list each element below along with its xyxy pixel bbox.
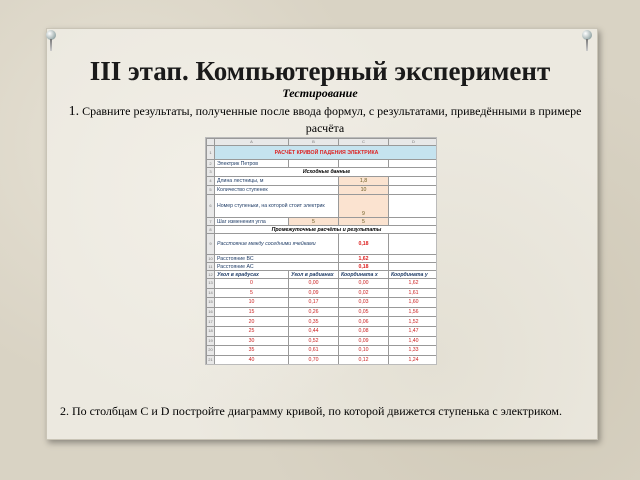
table-row: 17 20 0,35 0,06 1,52 bbox=[207, 317, 438, 327]
table-cell: 0,52 bbox=[289, 336, 339, 346]
table-row: 14 5 0,09 0,02 1,61 bbox=[207, 288, 438, 298]
table-cell: 0,26 bbox=[289, 307, 339, 317]
task-2: 2. По столбцам C и D постройте диаграмму кривой, по которой движется ступенька с электриком. bbox=[60, 404, 562, 418]
sheet-title: РАСЧЁТ КРИВОЙ ПАДЕНИЯ ЭЛЕКТРИКА bbox=[215, 146, 438, 160]
mid-header: Промежуточные расчёты и результаты bbox=[215, 226, 438, 234]
table-cell: 0,02 bbox=[339, 288, 389, 298]
table-cell: 15 bbox=[215, 307, 289, 317]
header-cell: Угол в градусах bbox=[215, 271, 289, 279]
table-cell: 30 bbox=[215, 336, 289, 346]
table-cell: 1,60 bbox=[389, 298, 438, 308]
table-cell: 1,40 bbox=[389, 336, 438, 346]
table-cell: 0,08 bbox=[339, 326, 389, 336]
table-cell: 0,61 bbox=[289, 346, 339, 356]
table-cell: 0,00 bbox=[289, 279, 339, 289]
source-header: Исходные данные bbox=[215, 168, 438, 177]
spreadsheet-table: A B C D 1 РАСЧЁТ КРИВОЙ ПАДЕНИЯ ЭЛЕКТРИКА 2 Электрик Петров 3 Исходные данные 4 Длина лестницы, м 1,8 5 Количество ступенек 10 6 Номер ступеньки, на которой стоит электрик 9 7 Шаг изменения угла 5 5 8 Промежуточные расчёты и результаты 9 Расстояние между соседними ячейками 0,18 10 Расстояние BC 1,62 11 Расстояние AC 0,18 12 Угол в градусах Угол в радианах Координата x Координата y 13 0 0,00 0,00 1,62 14 5 0,09 0,02 1,61 15 10 0,17 0,03 1,60 16 15 0,26 0,05 1,56 17 20 0,35 0,06 1,52 18 25 0,44 0,08 1,47 19 30 0,52 0,09 1,40 20 35 0,61 0,10 1,33 21 40 0,70 0,12 1,24 bbox=[206, 138, 437, 365]
col-a: A bbox=[215, 139, 289, 146]
table-cell: 1,47 bbox=[389, 326, 438, 336]
label: Расстояние между соседними ячейками bbox=[215, 234, 339, 255]
value: 9 bbox=[339, 195, 389, 218]
table-cell: 0,06 bbox=[339, 317, 389, 327]
col-d: D bbox=[389, 139, 438, 146]
table-cell: 0,10 bbox=[339, 346, 389, 356]
table-cell: 0,09 bbox=[289, 288, 339, 298]
label: Длина лестницы, м bbox=[215, 177, 339, 186]
label: Шаг изменения угла bbox=[215, 218, 289, 226]
table-row: 19 30 0,52 0,09 1,40 bbox=[207, 336, 438, 346]
table-cell: 0,05 bbox=[339, 307, 389, 317]
table-cell: 10 bbox=[215, 298, 289, 308]
name-cell: Электрик Петров bbox=[215, 160, 289, 168]
table-row: 15 10 0,17 0,03 1,60 bbox=[207, 298, 438, 308]
table-cell: 1,24 bbox=[389, 355, 438, 365]
slide-subtitle: Тестирование bbox=[282, 86, 358, 100]
table-cell: 0,70 bbox=[289, 355, 339, 365]
column-headers bbox=[207, 139, 438, 146]
table-cell: 0,17 bbox=[289, 298, 339, 308]
table-cell: 1,56 bbox=[389, 307, 438, 317]
table-cell: 25 bbox=[215, 326, 289, 336]
table-cell: 20 bbox=[215, 317, 289, 327]
table-cell: 40 bbox=[215, 355, 289, 365]
value: 5 bbox=[339, 218, 389, 226]
task-1-number: 1. bbox=[68, 104, 80, 119]
header-cell: Угол в радианах bbox=[289, 271, 339, 279]
label: Номер ступеньки, на которой стоит электрик bbox=[215, 195, 339, 218]
label: Расстояние AC bbox=[215, 263, 339, 271]
table-cell: 0 bbox=[215, 279, 289, 289]
table-row: 21 40 0,70 0,12 1,24 bbox=[207, 355, 438, 365]
table-cell: 1,62 bbox=[389, 279, 438, 289]
table-cell: 0,03 bbox=[339, 298, 389, 308]
table-cell: 1,52 bbox=[389, 317, 438, 327]
value: 0,18 bbox=[339, 263, 389, 271]
table-row: 16 15 0,26 0,05 1,56 bbox=[207, 307, 438, 317]
label: Расстояние BC bbox=[215, 255, 339, 263]
table-cell: 0,35 bbox=[289, 317, 339, 327]
col-b: B bbox=[289, 139, 339, 146]
pushpin-icon bbox=[44, 30, 58, 52]
table-cell: 0,09 bbox=[339, 336, 389, 346]
table-cell: 1,33 bbox=[389, 346, 438, 356]
value: 0,18 bbox=[339, 234, 389, 255]
task-1 bbox=[60, 103, 590, 136]
pushpin-icon bbox=[580, 30, 594, 52]
table-cell: 0,44 bbox=[289, 326, 339, 336]
value: 1,8 bbox=[339, 177, 389, 186]
header-row: 12 Угол в градусах Угол в радианах Координата x Координата y bbox=[207, 271, 438, 279]
header-cell: Координата y bbox=[389, 271, 438, 279]
slide-title: III этап. Компьютерный эксперимент bbox=[89, 56, 551, 86]
task-1-text: Сравните результаты, полученные после ввода формул, с результатами, приведёнными в примере расчёта bbox=[82, 104, 582, 135]
table-cell: 0,12 bbox=[339, 355, 389, 365]
value: 1,62 bbox=[339, 255, 389, 263]
table-cell: 1,61 bbox=[389, 288, 438, 298]
col-c: C bbox=[339, 139, 389, 146]
label: Количество ступенек bbox=[215, 186, 339, 195]
table-row: 20 35 0,61 0,10 1,33 bbox=[207, 346, 438, 356]
spreadsheet-image bbox=[205, 137, 437, 365]
table-cell: 35 bbox=[215, 346, 289, 356]
table-row: 18 25 0,44 0,08 1,47 bbox=[207, 326, 438, 336]
value: 5 bbox=[289, 218, 339, 226]
header-cell: Координата x bbox=[339, 271, 389, 279]
table-cell: 5 bbox=[215, 288, 289, 298]
value: 10 bbox=[339, 186, 389, 195]
table-cell: 0,00 bbox=[339, 279, 389, 289]
table-row: 13 0 0,00 0,00 1,62 bbox=[207, 279, 438, 289]
